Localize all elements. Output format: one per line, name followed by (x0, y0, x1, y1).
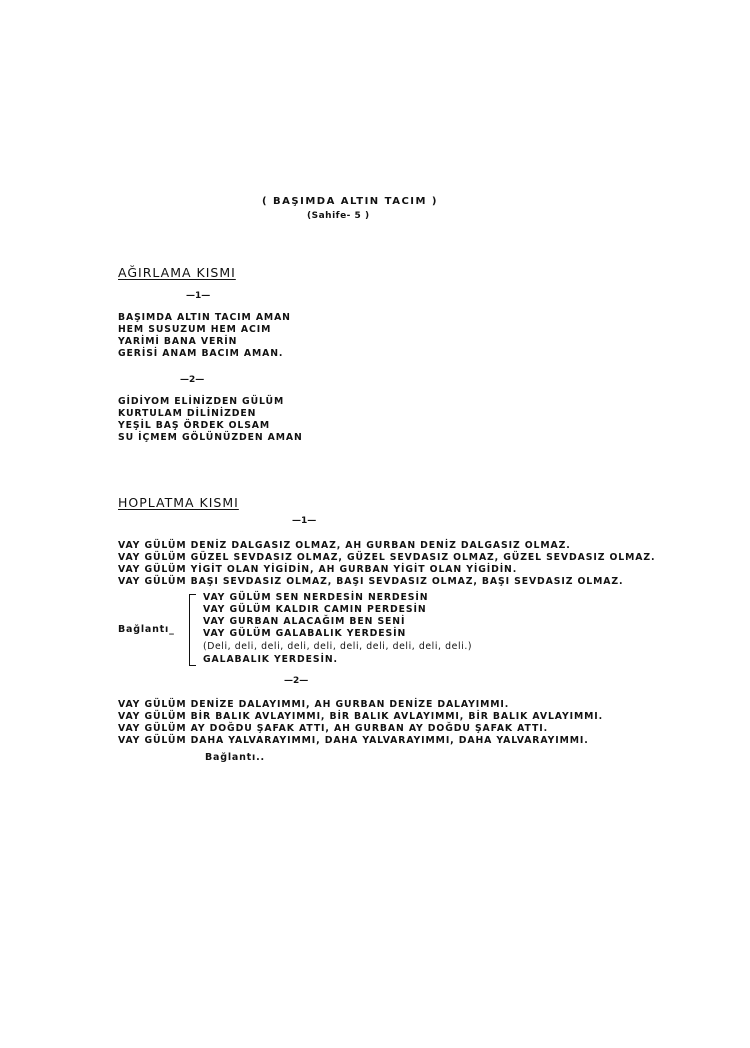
hoplatma-verse1-number: —1— (292, 516, 317, 526)
hoplatma-verse1-line: VAY GÜLÜM BAŞI SEVDASIZ OLMAZ, BAŞI SEVDASIZ OLMAZ, BAŞI SEVDASIZ OLMAZ. (118, 576, 624, 587)
baglanti-line: VAY GÜLÜM KALDIR CAMIN PERDESİN (203, 604, 427, 615)
agirlama-verse2-line: SU İÇMEM GÖLÜNÜZDEN AMAN (118, 432, 303, 443)
song-title: ( BAŞIMDA ALTIN TACIM ) (262, 196, 439, 207)
hoplatma-verse1-line: VAY GÜLÜM DENİZ DALGASIZ OLMAZ, AH GURBAN DENİZ DALGASIZ OLMAZ. (118, 540, 571, 551)
closing-baglanti: Bağlantı.. (205, 752, 265, 763)
agirlama-verse2-number: —2— (180, 375, 205, 385)
hoplatma-verse1-line: VAY GÜLÜM GÜZEL SEVDASIZ OLMAZ, GÜZEL SEVDASIZ OLMAZ, GÜZEL SEVDASIZ OLMAZ. (118, 552, 656, 563)
baglanti-line: GALABALIK YERDESİN. (203, 654, 338, 665)
agirlama-verse2-line: GİDİYOM ELİNİZDEN GÜLÜM (118, 396, 285, 407)
agirlama-verse1-line: YARİMİ BANA VERİN (118, 336, 238, 347)
page-reference: (Sahife- 5 ) (307, 211, 370, 221)
baglanti-label: Bağlantı_ (118, 624, 175, 635)
agirlama-verse2-line: KURTULAM DİLİNİZDEN (118, 408, 257, 419)
agirlama-verse1-number: —1— (186, 291, 211, 301)
agirlama-verse2-line: YEŞİL BAŞ ÖRDEK OLSAM (118, 420, 271, 431)
agirlama-heading: AĞIRLAMA KISMI (118, 265, 236, 280)
baglanti-line: VAY GÜLÜM GALABALIK YERDESİN (203, 628, 407, 639)
hoplatma-verse2-number: —2— (284, 676, 309, 686)
baglanti-bracket (189, 594, 196, 666)
baglanti-refrain: (Deli, deli, deli, deli, deli, deli, deli, deli, deli, deli.) (203, 641, 473, 652)
hoplatma-verse2-line: VAY GÜLÜM DAHA YALVARAYIMMI, DAHA YALVARAYIMMI, DAHA YALVARAYIMMI. (118, 735, 589, 746)
hoplatma-verse2-line: VAY GÜLÜM DENİZE DALAYIMMI, AH GURBAN DENİZE DALAYIMMI. (118, 699, 510, 710)
agirlama-verse1-line: BAŞIMDA ALTIN TACIM AMAN (118, 312, 291, 323)
agirlama-verse1-line: HEM SUSUZUM HEM ACIM (118, 324, 272, 335)
hoplatma-heading: HOPLATMA KISMI (118, 495, 239, 510)
agirlama-verse1-line: GERİSİ ANAM BACIM AMAN. (118, 348, 284, 359)
baglanti-line: VAY GÜLÜM SEN NERDESİN NERDESİN (203, 592, 429, 603)
baglanti-line: VAY GURBAN ALACAĞIM BEN SENİ (203, 616, 406, 627)
hoplatma-verse2-line: VAY GÜLÜM BİR BALIK AVLAYIMMI, BİR BALIK AVLAYIMMI, BİR BALIK AVLAYIMMI. (118, 711, 604, 722)
hoplatma-verse1-line: VAY GÜLÜM YİGİT OLAN YİGİDİN, AH GURBAN YİGİT OLAN YİGİDİN. (118, 564, 518, 575)
hoplatma-verse2-line: VAY GÜLÜM AY DOĞDU ŞAFAK ATTI, AH GURBAN AY DOĞDU ŞAFAK ATTI. (118, 723, 549, 734)
